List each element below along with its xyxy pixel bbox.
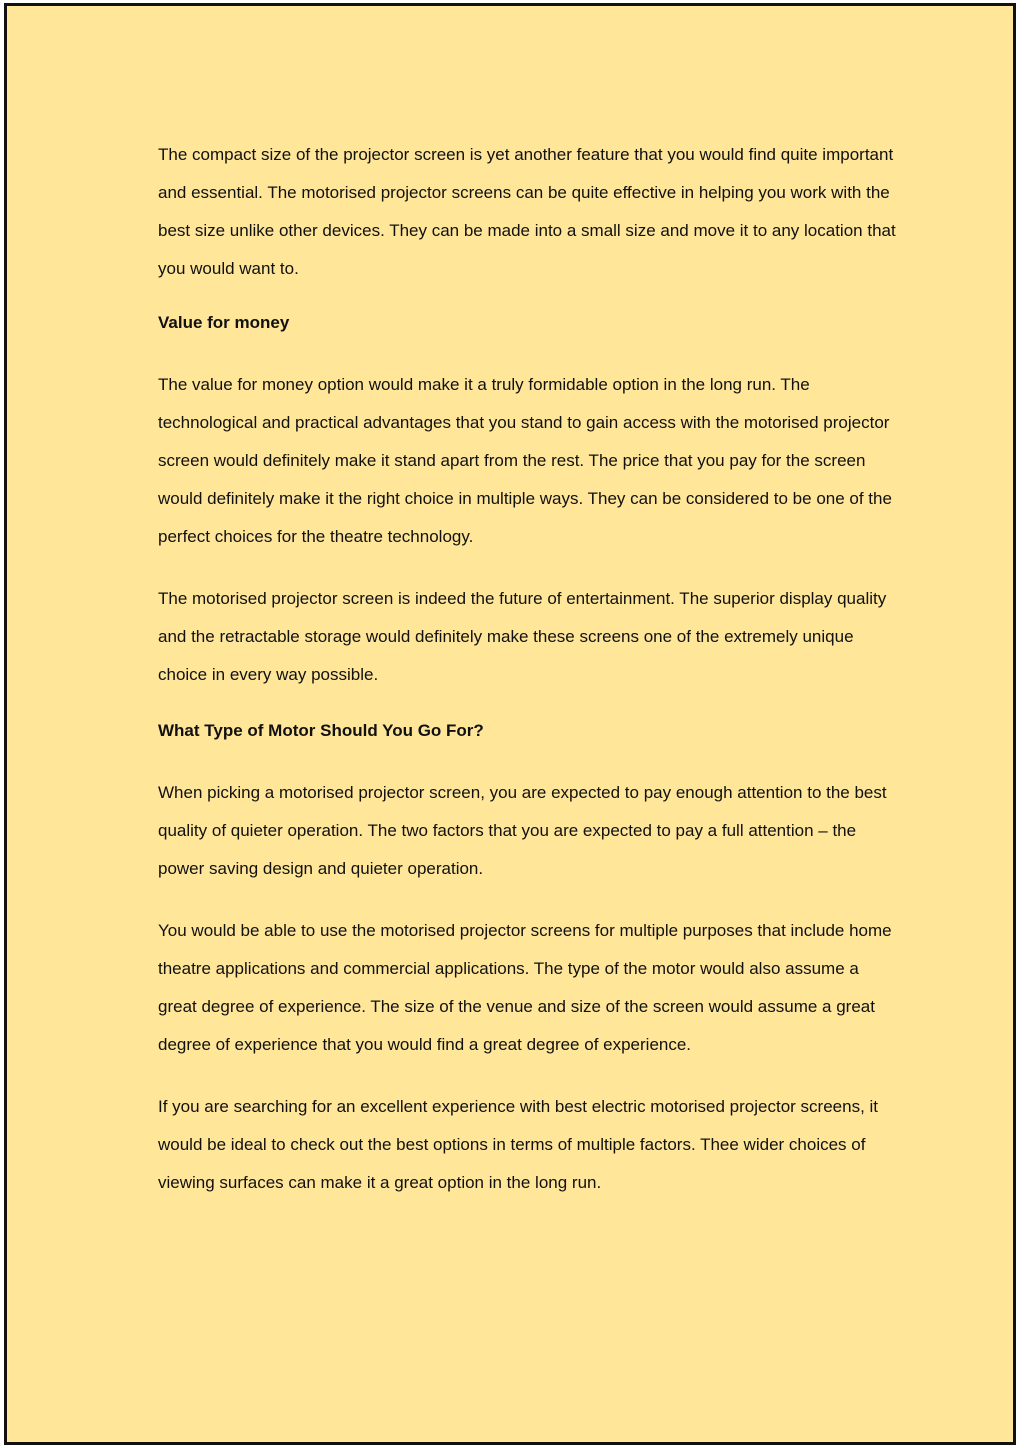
paragraph-picking-screen: When picking a motorised projector screen, you are expected to pay enough attention to the best quality of quieter operation. The two factors that you are expected to pay a full attention – the power saving design and quieter operation. bbox=[158, 783, 887, 878]
heading-motor-type: What Type of Motor Should You Go For? bbox=[158, 721, 484, 740]
paragraph-searching-experience: If you are searching for an excellent experience with best electric motorised projector screens, it would be ideal to check out the best options in terms of multiple factors. Thee wider choices of viewing surfaces can make it a great option in the long run. bbox=[158, 1097, 879, 1192]
paragraph-multiple-purposes: You would be able to use the motorised projector screens for multiple purposes that include home theatre applications and commercial applications. The type of the motor would also assume a great degree of experience. The size of the venue and size of the screen would assume a great degree of experience that you would find a great degree of experience. bbox=[158, 921, 892, 1054]
document-body bbox=[158, 136, 898, 1226]
paragraph-future-of-entertainment: The motorised projector screen is indeed the future of entertainment. The superior display quality and the retractable storage would definitely make these screens one of the extremely unique choice in every way possible. bbox=[158, 589, 887, 684]
document-page bbox=[4, 3, 1016, 1445]
heading-value-for-money: Value for money bbox=[158, 313, 290, 332]
paragraph-value-for-money: The value for money option would make it a truly formidable option in the long run. The technological and practical advantages that you stand to gain access with the motorised projector screen would definitely make it stand apart from the rest. The price that you pay for the screen would definitely make it the right choice in multiple ways. They can be considered to be one of the perfect choices for the theatre technology. bbox=[158, 375, 892, 546]
paragraph-compact-size: The compact size of the projector screen is yet another feature that you would find quite important and essential. The motorised projector screens can be quite effective in helping you work with the best size unlike other devices. They can be made into a small size and move it to any location that you would want to. bbox=[158, 145, 896, 278]
